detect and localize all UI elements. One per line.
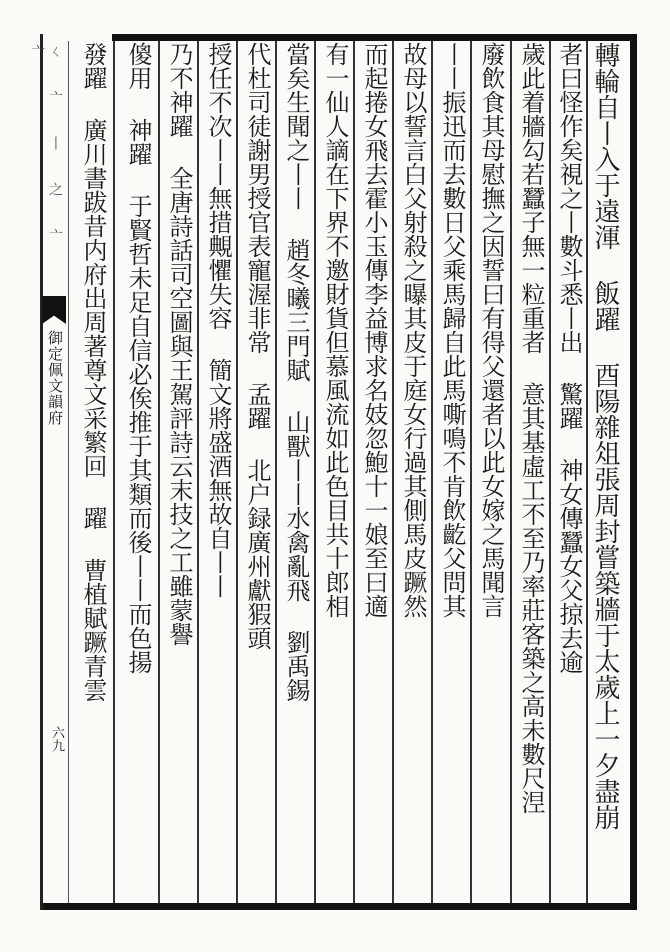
frame-right-border — [630, 34, 637, 910]
margin-ornament: ㄑ 亠 丨 之 亠 亠 — [29, 44, 63, 250]
text-column-12: 乃不神躍 全唐詩話司空圖與王駕評詩云末技之工雖蒙譽 — [165, 42, 193, 646]
text-column-14: 發躍 廣川書跋昔内府出周著尊文采繁回 躍 曹植賦蹶青雲 — [79, 42, 107, 702]
text-column-6: 故母以誓言白父射殺之曝其皮于庭女行過其側馬皮蹶然 — [399, 42, 427, 618]
text-column-7: 而起捲女飛去霍小玉傳李益博求名妓忽鮑十一娘至曰適 — [360, 42, 388, 618]
text-column-4: 廢飲食其母慰撫之因誓曰有得父還者以此女嫁之馬聞言 — [477, 42, 505, 618]
text-column-10: 代杜司徒謝男授官表寵渥非常 孟躍 北户録廣州獻猳頭 — [243, 42, 271, 650]
frame-left-border — [40, 34, 43, 910]
text-column-5: 丨丨振迅而去數日父乘馬歸自此馬嘶鳴不肯飲齕父問其 — [438, 42, 466, 618]
frame-bottom-border — [40, 903, 637, 910]
text-column-13: 傻用 神躍 于賢哲未足自信必俟推于其類而後丨丨而色揚 — [124, 42, 152, 674]
margin-book-title: 御定佩文韻府 — [46, 330, 64, 426]
text-column-11: 授任不次丨丨無措覥懼失容 簡文將盛酒無故自丨丨 — [204, 42, 232, 598]
margin-rule — [68, 41, 69, 903]
text-column-8: 有一仙人謫在下界不邀財貨但慕風流如此色目共十郎相 — [321, 42, 349, 618]
text-column-2: 者曰怪作矣視之丨數斗悉丨出 驚躍 神女傳蠶女父掠去逾 — [555, 42, 583, 674]
page-number: 六九 — [49, 726, 64, 752]
text-column-3: 歲此着牆勾若蠶子無一粒重者 意其基虛工不至乃率莊客築之高未數尺𣵀 — [517, 42, 545, 814]
text-column-1: 轉輪自丨入于遠渾 飯躍 酉陽雜俎張周封嘗築牆于太歲上一夕盡崩 — [590, 42, 620, 830]
text-column-9: 當矣生聞之丨丨 趙冬曦三門賦 山獸丨丨水禽亂飛 劉禹錫 — [282, 42, 310, 702]
fish-tail-mark — [42, 296, 66, 324]
frame-top-border — [112, 34, 637, 41]
